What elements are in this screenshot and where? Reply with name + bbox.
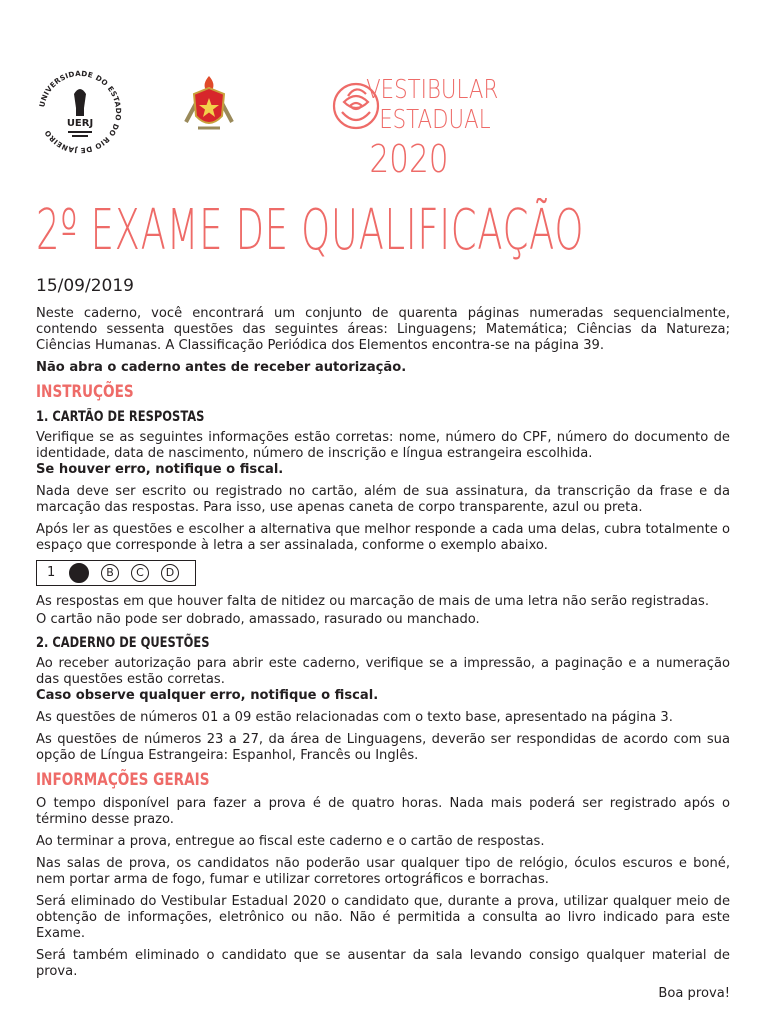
- option-bubble-c: C: [131, 564, 149, 582]
- bombeiros-emblem-logo: [178, 72, 240, 140]
- answer-example-box: [36, 560, 196, 586]
- uerj-seal-logo: [36, 68, 124, 156]
- instructions-content: [36, 306, 730, 1008]
- card-paragraph-4: As respostas em que houver falta de nitidez ou marcação de mais de uma letra não serão registradas.: [36, 594, 709, 609]
- intro-paragraph: Neste caderno, você encontrará um conjunto de quarenta páginas numeradas sequencialmente, contendo sessenta questões das seguintes áreas: Linguagens; Matemática; Ciências da Natureza; Ciências Humanas. A Classificação Periódica dos Elementos encontra-se na página 39.: [36, 306, 730, 353]
- uerj-seal-text: UNIVERSIDADE DO ESTADO DO RIO DE JANEIRO: [37, 68, 124, 156]
- booklet-warning: Caso observe qualquer erro, notifique o fiscal.: [36, 688, 379, 703]
- closing-greeting: Boa prova!: [658, 986, 730, 1001]
- exam-date: 15/09/2019: [36, 276, 134, 296]
- card-heading: 1. CARTÃO DE RESPOSTAS: [36, 409, 205, 425]
- vestibular-year: 2020: [369, 138, 449, 182]
- option-bubble-b: B: [101, 564, 119, 582]
- booklet-paragraph-3: As questões de números 23 a 27, da área de Linguagens, deverão ser respondidas de acordo com sua opção de Língua Estrangeira: Espanhol, Francês ou Inglês.: [36, 732, 730, 763]
- card-warning: Se houver erro, notifique o fiscal.: [36, 462, 284, 477]
- intro-warning: Não abra o caderno antes de receber autorização.: [36, 360, 407, 375]
- card-paragraph-3: Após ler as questões e escolher a alternativa que melhor responde a cada uma delas, cubra totalmente o espaço que corresponde à letra a ser assinalada, conforme o exemplo abaixo.: [36, 522, 730, 553]
- vestibular-line1: VESTIBULAR: [366, 73, 499, 105]
- card-paragraph-5: O cartão não pode ser dobrado, amassado, rasurado ou manchado.: [36, 612, 480, 627]
- booklet-heading: 2. CADERNO DE QUESTÕES: [36, 635, 210, 651]
- general-paragraph-4: Será eliminado do Vestibular Estadual 2020 o candidato que, durante a prova, utilizar qualquer meio de obtenção de informações, eletrônico ou não. Não é permitida a consulta ao livro indicado para este Exame.: [36, 894, 730, 941]
- general-paragraph-2: Ao terminar a prova, entregue ao fiscal este caderno e o cartão de respostas.: [36, 834, 545, 849]
- general-heading: INFORMAÇÕES GERAIS: [36, 770, 210, 790]
- uerj-initials: UERJ: [66, 118, 94, 129]
- instructions-heading: INSTRUÇÕES: [36, 382, 134, 402]
- general-paragraph-3: Nas salas de prova, os candidatos não poderão usar qualquer tipo de relógio, óculos escuros e boné, nem portar arma de fogo, fumar e utilizar corretores ortográficos e borrachas.: [36, 856, 730, 887]
- example-number: 1: [47, 565, 56, 580]
- filled-bubble-icon: [69, 563, 89, 583]
- general-paragraph-5: Será também eliminado o candidato que se ausentar da sala levando consigo qualquer material de prova.: [36, 948, 730, 979]
- vestibular-line2: ESTADUAL: [379, 103, 491, 135]
- option-bubble-d: D: [161, 564, 179, 582]
- card-paragraph-1: Verifique se as seguintes informações estão corretas: nome, número do CPF, número do documento de identidade, data de nascimento, número de inscrição e língua estrangeira escolhida.: [36, 430, 730, 461]
- header-logos: [0, 0, 768, 190]
- booklet-paragraph-1: Ao receber autorização para abrir este caderno, verifique se a impressão, a paginação e a numeração das questões estão corretas.: [36, 656, 730, 687]
- booklet-paragraph-2: As questões de números 01 a 09 estão relacionadas com o texto base, apresentado na página 3.: [36, 710, 673, 725]
- vestibular-estadual-logo: [330, 62, 500, 182]
- general-paragraph-1: O tempo disponível para fazer a prova é de quatro horas. Nada mais poderá ser registrado após o término desse prazo.: [36, 796, 730, 827]
- card-paragraph-2: Nada deve ser escrito ou registrado no cartão, além de sua assinatura, da transcrição da frase e da marcação das respostas. Para isso, use apenas caneta de corpo transparente, azul ou preta.: [36, 484, 730, 515]
- exam-title: 2º EXAME DE QUALIFICAÇÃO: [36, 198, 585, 263]
